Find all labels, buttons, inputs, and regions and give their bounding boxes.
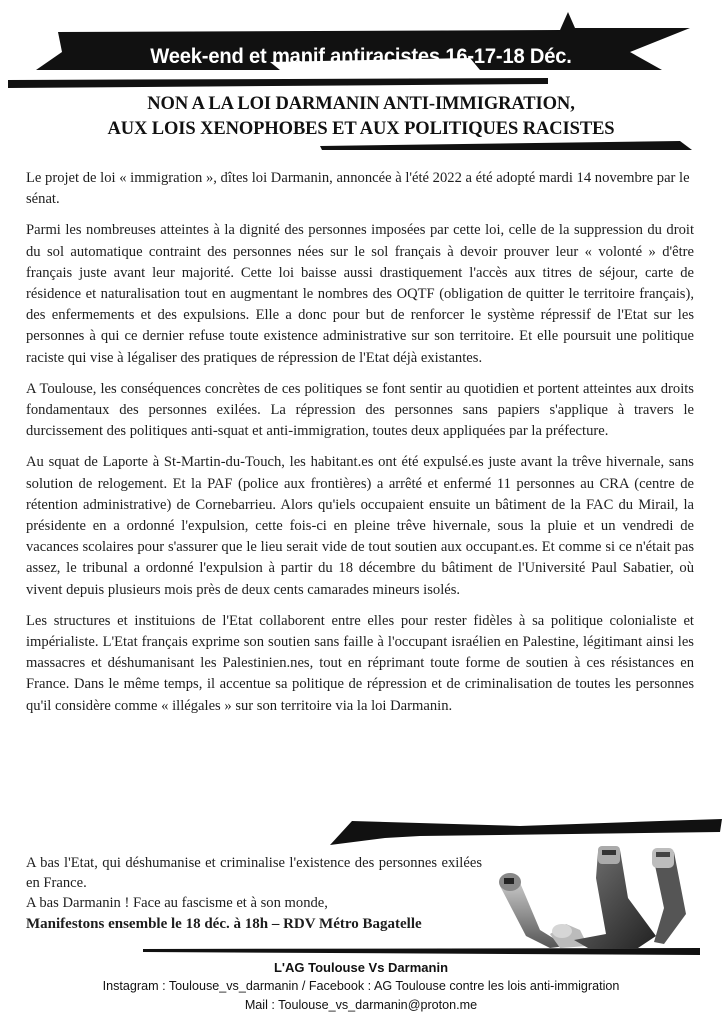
contact-mail: Mail : Toulouse_vs_darmanin@proton.me bbox=[244, 998, 478, 1012]
raised-fists-illustration bbox=[488, 838, 693, 948]
headline-line-2: AUX LOIS XENOPHOBES ET AUX POLITIQUES RACISTES bbox=[107, 119, 615, 139]
headline-line-1: NON A LA LOI DARMANIN ANTI-IMMIGRATION, bbox=[147, 94, 575, 114]
paragraph-state-institutions: Les structures et instituions de l'Etat collaborent entre elles pour rester fidèles à sa politique colonialiste et impérialiste. L'Etat français exprime son soutien sans faille à l'occupant israélien en Palestine, légitimant ainsi les massacres et déshumanisant les Palestinien.nes, tout en réprimant toute forme de soutien à ces résistances en France. Dans le même temps, il accentue sa politique de répression et de criminalisation de toutes les personnes qu'il considère comme « illégales » sur son territoire via la loi Darmanin. bbox=[26, 612, 694, 714]
social-links: Instagram : Toulouse_vs_darmanin / Facebook : AG Toulouse contre les lois anti-immigration bbox=[102, 979, 620, 993]
paragraph-squats: Au squat de Laporte à St-Martin-du-Touch, les habitant.es ont été expulsé.es juste avant la trêve hivernale, sans solution de relogement. Et la PAF (police aux frontières) a arrêté et enfermé 11 personnes au CRA (centre de rétention administrative) de Cornebarrieu. Alors qu'iels occupaient ensuite un bâtiment de la FAC du Mirail, la présidente en a ordonné l'expulsion, cette fois-ci en pleine trêve hivernale, sous la pluie et un vendredi de vacances scolaires pour s'assurer que le lieu serait vide de tout soutien aux occupant.es. Et comme si ce n'était pas assez, le tribunal a ordonné l'expulsion à partir du 18 décembre du bâtiment de l'Université Paul Sabatier, où vivent depuis plusieurs mois près de deux cents camarades mineurs isolés. bbox=[26, 454, 694, 598]
closing-line-2: A bas Darmanin ! Face au fascisme et à son monde, bbox=[26, 895, 328, 911]
organization-name: L'AG Toulouse Vs Darmanin bbox=[273, 960, 449, 975]
paragraph-intro: Le projet de loi « immigration », dîtes loi Darmanin, annoncée à l'été 2022 a été adopté mardi 14 novembre par le sénat. bbox=[26, 170, 690, 208]
closing-block bbox=[26, 853, 482, 934]
demonstration-call: Manifestons ensemble le 18 déc. à 18h – RDV Métro Bagatelle bbox=[26, 916, 422, 932]
rule-top bbox=[8, 78, 548, 88]
page-headline bbox=[40, 92, 682, 142]
banner-title: Week-end et manif antiracistes 16-17-18 Déc. bbox=[150, 45, 572, 68]
paragraph-toulouse: A Toulouse, les conséquences concrètes de ces politiques se font sentir au quotidien et portent atteintes aux droits fondamentaux des personnes exilées. La répression des personnes sans papiers s'applique à travers le durcissement des politiques anti-squat et anti-immigration, toutes deux appliquées par la préfecture. bbox=[26, 380, 694, 440]
paragraph-law-effects: Parmi les nombreuses atteintes à la dignité des personnes imposées par cette loi, celle de la suppression du droit du sol automatique contraint des personnes nées sur le sol français à devoir prouver leur « volonté » d'être français juste avant leur majorité. Cette loi baisse aussi drastiquement l'accès aux titres de séjour, carte de résidence et naturalisation tout en augmentant le nombres des OQTF (obligation de quitter le territoire français), des enfermements et des expulsions. Elle a donc pour but de renforcer le système répressif de l'Etat sur les personnes à qui ce dernier refuse toute existence administrative sur son territoire. Et elle poursuit une politique raciste qui vise à légaliser des pratiques de répression de l'Etat déjà existantes. bbox=[26, 222, 694, 366]
footer bbox=[0, 958, 722, 1015]
rule-under-headline bbox=[320, 141, 692, 150]
rule-above-footer bbox=[143, 948, 700, 955]
fist-icon-center bbox=[574, 846, 656, 948]
fist-icon-right bbox=[652, 848, 686, 944]
closing-line-1: A bas l'Etat, qui déshumanise et criminalise l'existence des personnes exilées en France. bbox=[26, 855, 482, 891]
article-body bbox=[26, 168, 694, 727]
